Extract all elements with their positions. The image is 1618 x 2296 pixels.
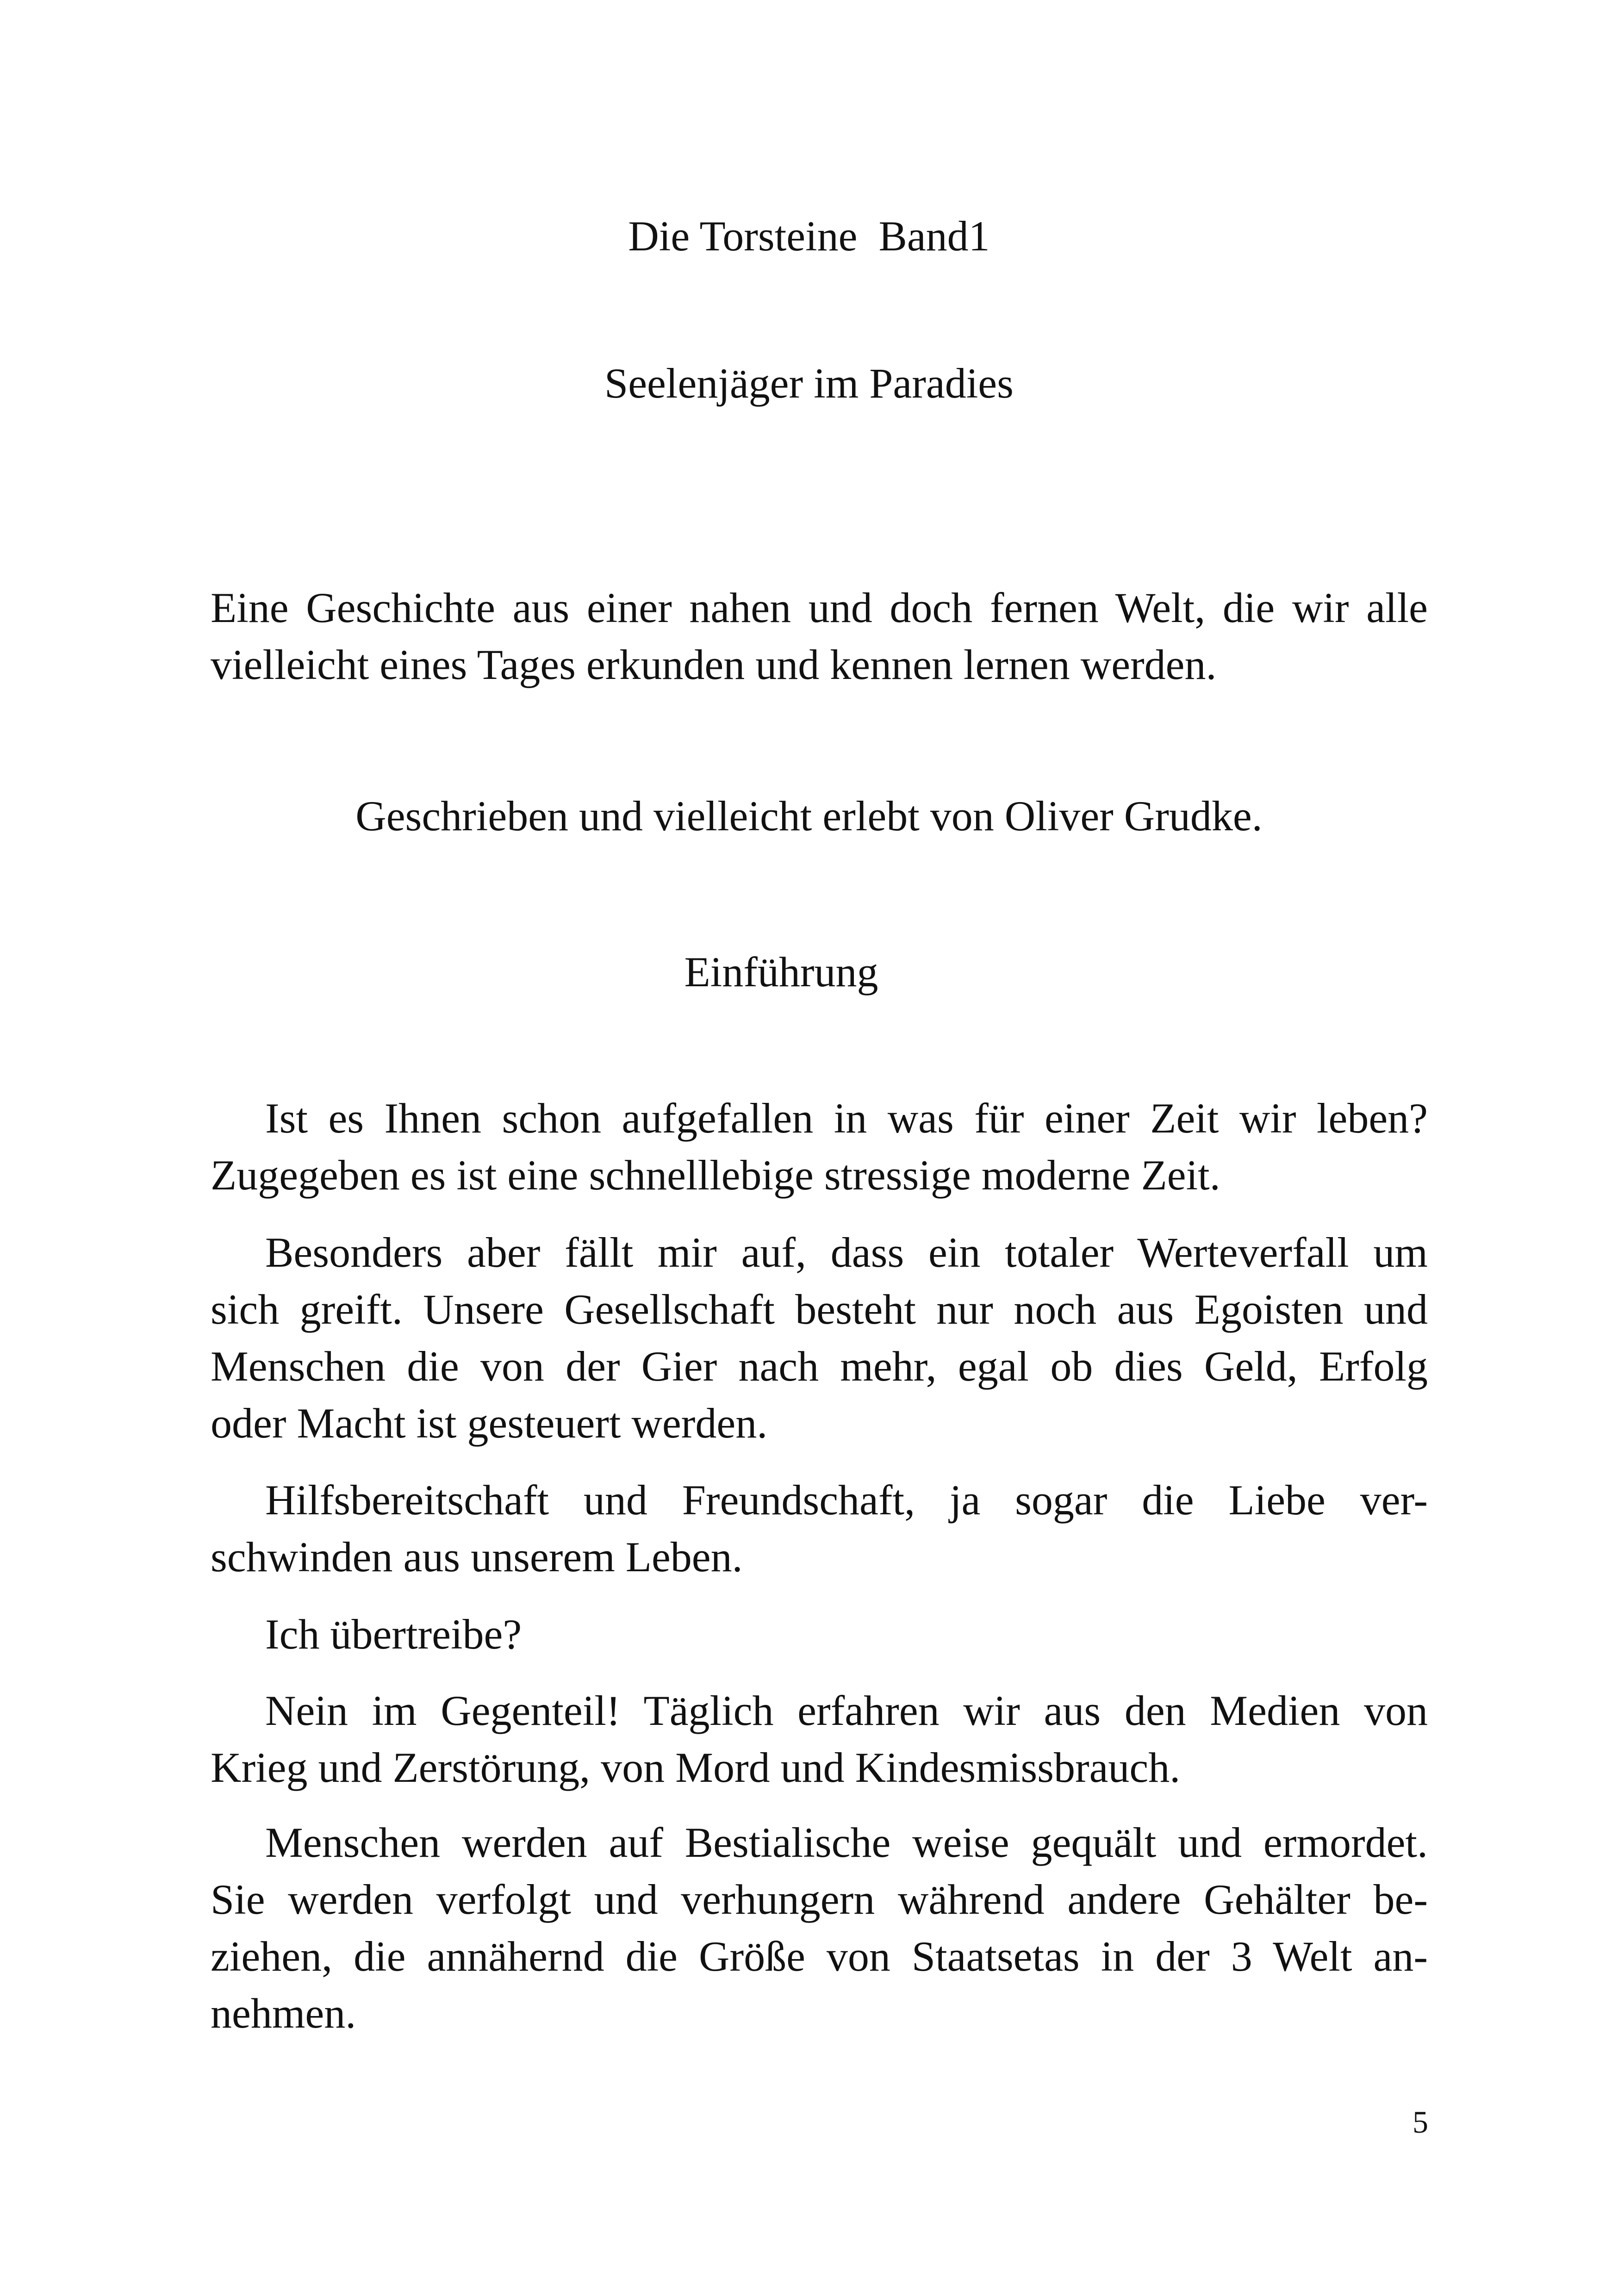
paragraph-line: Ist es Ihnen schon aufgefallen in was für einer Zeit wir leben? [265, 1095, 1428, 1142]
paragraph-line: schwinden aus unserem Leben. [211, 1533, 743, 1580]
subtitle-block [211, 579, 1428, 693]
paragraph-line: Hilfsbereitschaft und Freundschaft, ja sogar die Liebe ver- [265, 1476, 1428, 1524]
author-line: Geschrieben und vielleicht erlebt von Oliver Grudke. [355, 792, 1263, 840]
paragraph [211, 1814, 1428, 2042]
series-title: Die Torsteine Band1 [628, 212, 990, 260]
paragraph-line: ziehen, die annähernd die Größe von Staatsetas in der 3 Welt an- [211, 1933, 1428, 1980]
paragraph-line: sich greift. Unsere Gesellschaft besteht nur noch aus Egoisten und [211, 1286, 1428, 1333]
chapter-heading: Einführung [684, 948, 878, 996]
paragraph-line: Zugegeben es ist eine schnelllebige stressige moderne Zeit. [211, 1151, 1220, 1199]
subtitle-line: vielleicht eines Tages erkunden und kennen lernen werden. [211, 641, 1217, 688]
paragraph-line: Menschen werden auf Bestialische weise gequält und ermordet. [265, 1819, 1428, 1866]
paragraph-line: Besonders aber fällt mir auf, dass ein totaler Werteverfall um [265, 1229, 1428, 1276]
paragraph-line: Nein im Gegenteil! Täglich erfahren wir aus den Medien von [265, 1687, 1428, 1734]
paragraph-line: oder Macht ist gesteuert werden. [211, 1400, 768, 1447]
subtitle-line: Eine Geschichte aus einer nahen und doch fernen Welt, die wir alle [211, 584, 1428, 631]
paragraph-line: Krieg und Zerstörung, von Mord und Kindesmissbrauch. [211, 1744, 1181, 1791]
book-title: Seelenjäger im Paradies [604, 360, 1014, 407]
paragraph-line: Sie werden verfolgt und verhungern während andere Gehälter be- [211, 1876, 1428, 1923]
paragraph [211, 1224, 1428, 1452]
paragraph-line: Menschen die von der Gier nach mehr, egal ob dies Geld, Erfolg [211, 1343, 1428, 1390]
paragraph [211, 1090, 1428, 1204]
paragraph [211, 1682, 1428, 1796]
paragraph [211, 1606, 1428, 1663]
paragraph-line: nehmen. [211, 1990, 356, 2037]
paragraph-line: Ich übertreibe? [265, 1611, 522, 1658]
page-number: 5 [1413, 2104, 1428, 2140]
paragraph [211, 1472, 1428, 1586]
